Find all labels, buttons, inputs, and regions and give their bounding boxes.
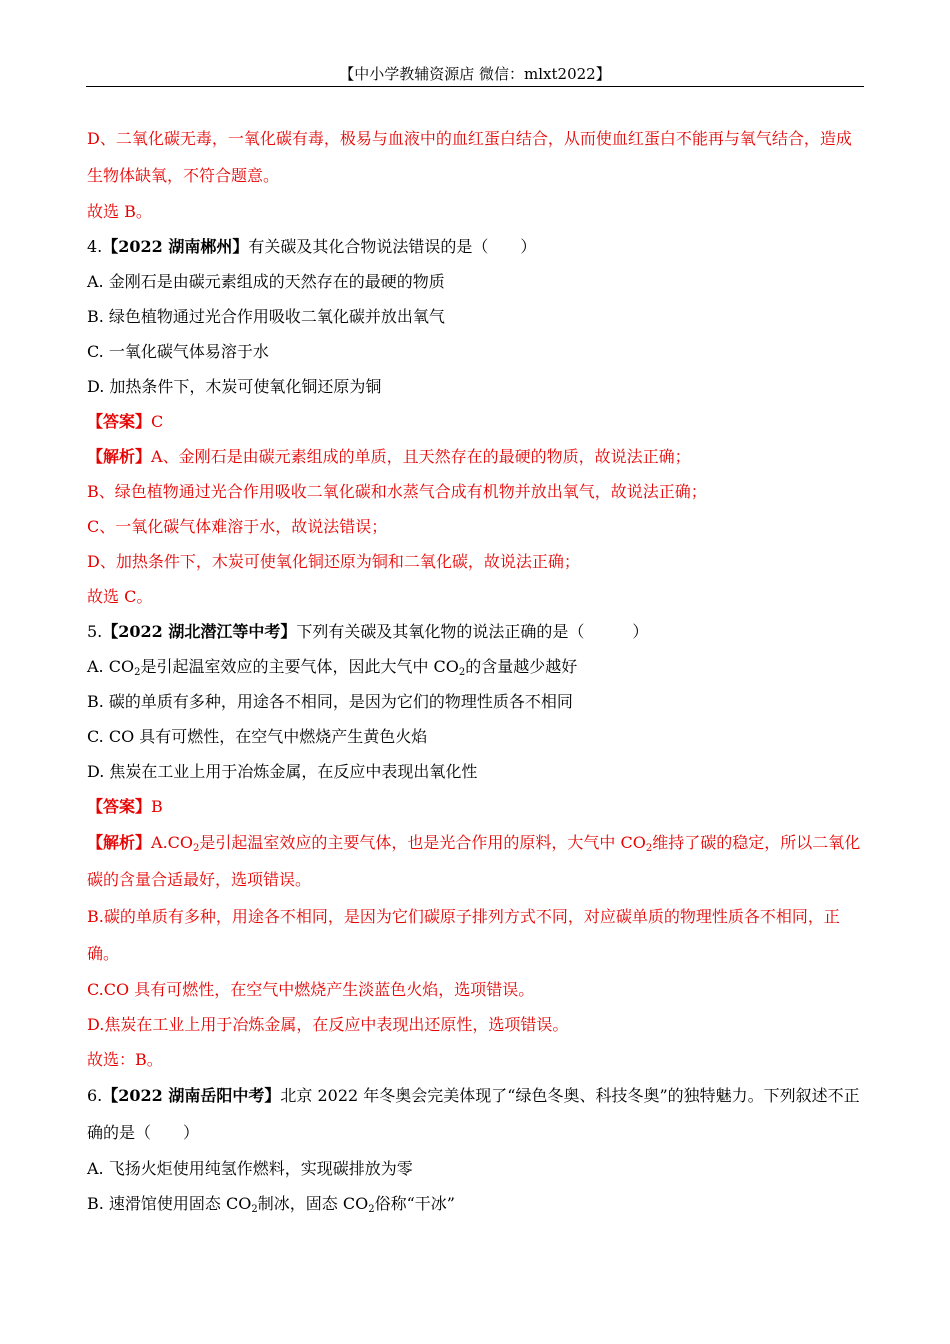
q5-option-a-sub2: 2	[458, 667, 466, 678]
q5-option-a-sub1: 2	[134, 667, 141, 678]
q4-answer	[87, 404, 862, 439]
q6-option-b-part2: 制冰，固态 CO	[257, 1194, 369, 1213]
q5-option-a-part2: 是引起温室效应的主要气体，因此大气中 CO	[140, 657, 459, 676]
q4-analysis-d: D、加热条件下，木炭可使氧化铜还原为铜和二氧化碳，故说法正确；	[87, 552, 580, 571]
q6-option-a: A. 飞扬火炬使用纯氢作燃料，实现碳排放为零	[87, 1159, 413, 1178]
q4-stem-text: 有关碳及其化合物说法错误的是（ ）	[248, 237, 537, 256]
q5-analysis-a	[87, 824, 862, 898]
q5-analysis-label: 【解析】	[87, 833, 152, 852]
q5-stem-text: 下列有关碳及其氧化物的说法正确的是（ ）	[296, 622, 649, 641]
q5-analysis-d: D.焦炭在工业上用于冶炼金属，在反应中表现出还原性，选项错误。	[87, 1015, 569, 1034]
q3-option-d-analysis: D、二氧化碳无毒，一氧化碳有毒，极易与血液中的血红蛋白结合，从而使血红蛋白不能再与氧气结合，造成生物体缺氧，不符合题意。	[87, 129, 852, 185]
q5-option-b: B. 碳的单质有多种，用途各不相同，是因为它们的物理性质各不相同	[87, 692, 573, 711]
page-header: 【中小学教辅资源店 微信：mlxt2022】	[339, 65, 611, 83]
q4-analysis-b: B、绿色植物通过光合作用吸收二氧化碳和水蒸气合成有机物并放出氧气，故说法正确；	[87, 482, 707, 501]
q5-analysis-a-part2: 是引起温室效应的主要气体，也是光合作用的原料，大气中 CO	[199, 833, 646, 852]
q5-conclusion: 故选：B。	[87, 1050, 163, 1069]
q4-answer-value: C	[151, 412, 164, 431]
q5-analysis-a-part3: 维持了碳的稳定，所以二氧化碳的含量合适最好，选项错误。	[87, 833, 861, 889]
q4-analysis-a-text: A、金刚石是由碳元素组成的单质，且天然存在的最硬的物质，故说法正确；	[151, 447, 691, 466]
q4-option-b: B. 绿色植物通过光合作用吸收二氧化碳并放出氧气	[87, 307, 445, 326]
q4-option-d: D. 加热条件下，木炭可使氧化铜还原为铜	[87, 377, 382, 396]
q6-source: 【2022 湖南岳阳中考】	[102, 1086, 281, 1105]
q5-option-a	[87, 649, 862, 684]
q5-analysis-a-part1: A.CO	[151, 833, 194, 852]
q6-option-b-sub1: 2	[251, 1204, 258, 1215]
q4-option-a: A. 金刚石是由碳元素组成的天然存在的最硬的物质	[87, 272, 445, 291]
q4-conclusion: 故选 C。	[87, 587, 153, 606]
q4-stem	[87, 229, 862, 264]
q4-source: 【2022 湖南郴州】	[102, 237, 249, 256]
q6-number: 6.	[87, 1086, 103, 1105]
q5-option-c: C. CO 具有可燃性，在空气中燃烧产生黄色火焰	[87, 727, 428, 746]
q5-number: 5.	[87, 622, 103, 641]
q6-stem	[87, 1077, 862, 1151]
q5-option-d: D. 焦炭在工业上用于冶炼金属，在反应中表现出氧化性	[87, 762, 478, 781]
q6-option-b-part1: B. 速滑馆使用固态 CO	[87, 1194, 252, 1213]
q4-analysis-label: 【解析】	[87, 447, 152, 466]
q6-stem-text: 北京 2022 年冬奥会完美体现了“绿色冬奥、科技冬奥”的独特魅力。下列叙述不正确的是（ ）	[87, 1086, 860, 1142]
q4-number: 4.	[87, 237, 103, 256]
q4-option-c: C. 一氧化碳气体易溶于水	[87, 342, 269, 361]
header-divider	[86, 86, 864, 87]
q5-analysis-a-sub2: 2	[645, 843, 653, 854]
q5-answer-label: 【答案】	[87, 797, 152, 816]
q4-analysis-c: C、一氧化碳气体难溶于水，故说法错误；	[87, 517, 388, 536]
q5-option-a-part1: A. CO	[87, 657, 135, 676]
q4-analysis-a	[87, 439, 862, 474]
q6-option-b-sub2: 2	[368, 1204, 375, 1215]
q3-conclusion: 故选 B。	[87, 202, 152, 221]
q6-option-b	[87, 1186, 862, 1221]
q5-answer	[87, 789, 862, 824]
q5-analysis-c: C.CO 具有可燃性，在空气中燃烧产生淡蓝色火焰，选项错误。	[87, 980, 535, 999]
document-body	[87, 120, 862, 1221]
q4-answer-label: 【答案】	[87, 412, 152, 431]
q6-option-b-part3: 俗称“干冰”	[374, 1194, 455, 1213]
q5-option-a-part3: 的含量越少越好	[465, 657, 578, 676]
q5-source: 【2022 湖北潜江等中考】	[102, 622, 297, 641]
q5-answer-value: B	[151, 797, 163, 816]
q5-analysis-b: B.碳的单质有多种，用途各不相同，是因为它们碳原子排列方式不同，对应碳单质的物理性质各不相同，正确。	[87, 907, 840, 963]
q5-stem	[87, 614, 862, 649]
q5-analysis-a-sub1: 2	[193, 843, 200, 854]
